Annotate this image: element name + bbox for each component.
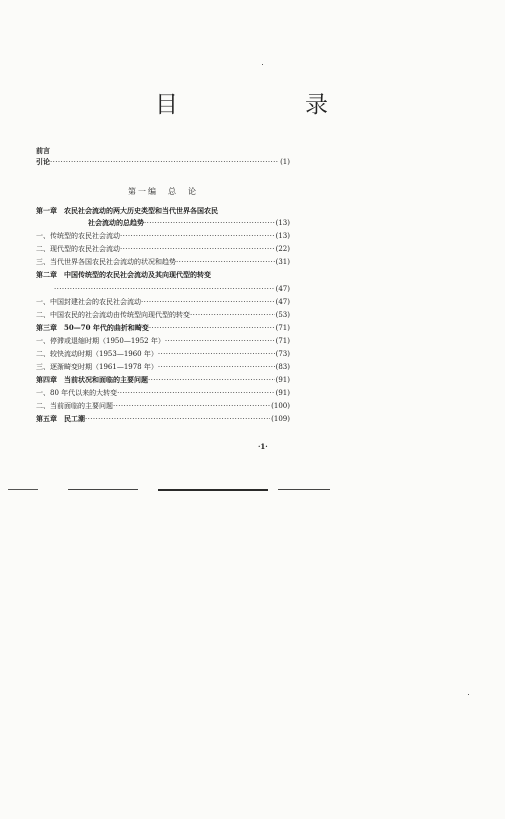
- toc-page: (31): [275, 258, 290, 266]
- leader-dots: [54, 284, 275, 294]
- toc-label: 一、传统型的农民社会流动: [36, 232, 120, 240]
- leader-dots: [141, 297, 275, 307]
- leader-dots: [165, 336, 275, 346]
- toc-page: (47): [275, 285, 290, 293]
- toc-chapter-2-page: [36, 284, 290, 294]
- toc-label: 一、停滞或退缩时期（1950—1952 年）: [36, 337, 165, 345]
- toc-page: (100): [271, 402, 290, 410]
- toc-page: (91): [275, 376, 290, 384]
- toc-label: 引论: [36, 157, 50, 166]
- toc-chapter-1-subtitle: [36, 218, 290, 228]
- toc-chapter-4-title: [36, 375, 290, 385]
- toc-section: [36, 336, 290, 346]
- toc-label: 三、当代世界各国农民社会流动的状况和趋势: [36, 258, 176, 266]
- toc-section: [36, 388, 290, 398]
- toc-page: (109): [271, 415, 290, 423]
- page-title: 目 录: [155, 92, 380, 118]
- leader-dots: [85, 414, 270, 424]
- toc-section: [36, 297, 290, 307]
- toc-label: 社会流动的总趋势: [88, 218, 144, 227]
- leader-dots: [190, 310, 275, 320]
- toc-label: 二、较快流动时期（1953—1960 年）: [36, 350, 158, 358]
- leader-dots: [158, 362, 275, 372]
- leader-dots: [117, 388, 274, 398]
- toc-chapter-5-title: [36, 414, 290, 424]
- toc-section: [36, 244, 290, 254]
- toc-page: (13): [275, 219, 290, 227]
- scan-rule-fragment: [68, 489, 138, 490]
- toc-label: 第五章 民工潮: [36, 414, 85, 423]
- toc-label: 二、中国农民的社会流动由传统型向现代型的转变: [36, 311, 190, 319]
- toc-label: 一、80 年代以来的大转变: [36, 389, 118, 397]
- leader-dots: [158, 349, 275, 359]
- toc-section: [36, 362, 290, 372]
- toc-label: 第二章 中国传统型的农民社会流动及其向现代型的转变: [36, 270, 211, 279]
- toc-page: (83): [275, 363, 290, 371]
- toc-page: (53): [275, 311, 290, 319]
- toc-page: (22): [275, 245, 290, 253]
- page-number: ·1·: [258, 442, 268, 451]
- toc-page: (1): [280, 158, 290, 166]
- scan-speck: [468, 694, 469, 695]
- toc-section: [36, 349, 290, 359]
- toc-label: 第一章 农民社会流动的两大历史类型和当代世界各国农民: [36, 206, 218, 215]
- toc-page: (71): [275, 337, 290, 345]
- toc-page: (71): [275, 324, 290, 332]
- part-heading: 第一编 总 论: [128, 187, 198, 196]
- toc-label: 二、当前面临的主要问题: [36, 402, 113, 410]
- toc-chapter-3-title: [36, 323, 290, 333]
- toc-entry-intro: [36, 157, 290, 167]
- toc-page: (91): [275, 389, 290, 397]
- toc-label: 三、逐渐畸变时期（1961—1978 年）: [36, 363, 158, 371]
- toc-chapter-2-title: [36, 270, 290, 280]
- leader-dots: [113, 401, 270, 411]
- leader-dots: [176, 257, 275, 267]
- toc-label: 一、中国封建社会的农民社会流动: [36, 298, 141, 306]
- toc-label: 二、现代型的农民社会流动: [36, 245, 120, 253]
- toc-entry-preface: [36, 146, 290, 156]
- toc-section: [36, 310, 290, 320]
- toc-label: 前言: [36, 146, 50, 155]
- toc-chapter-1-title: [36, 206, 290, 216]
- scan-rule-fragment: [278, 489, 330, 490]
- leader-dots: [144, 218, 275, 228]
- toc-label: 第四章 当前状况和面临的主要问题: [36, 375, 148, 384]
- toc-page: (73): [275, 350, 290, 358]
- leader-dots: [149, 323, 275, 333]
- toc-section: [36, 257, 290, 267]
- leader-dots: [50, 157, 279, 167]
- toc-section: [36, 231, 290, 241]
- leader-dots: [148, 375, 275, 385]
- toc-page: (47): [275, 298, 290, 306]
- leader-dots: [120, 231, 275, 241]
- toc-label: 第三章 50—70 年代的曲折和畸变: [36, 323, 149, 332]
- scan-rule-fragment: [8, 489, 38, 490]
- toc-section: [36, 401, 290, 411]
- toc-page: (13): [275, 232, 290, 240]
- scan-speck: [262, 64, 263, 65]
- leader-dots: [120, 244, 275, 254]
- scan-rule-fragment: [158, 489, 268, 491]
